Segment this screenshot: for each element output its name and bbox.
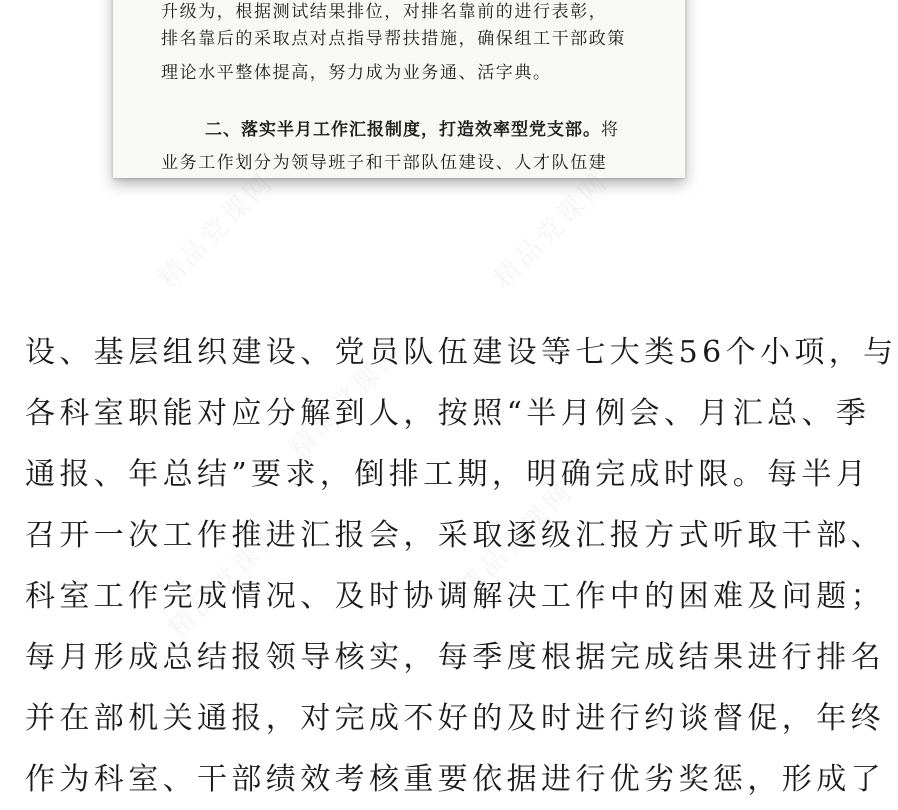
- body-text-line: 每月形成总结报领导核实，每季度根据完成结果进行排名: [25, 640, 885, 675]
- body-text-line: 作为科室、干部绩效考核重要依据进行优劣奖惩，形成了: [25, 762, 885, 797]
- watermark: 精品党课网: [283, 336, 411, 464]
- watermark: 精品党课网: [488, 166, 616, 294]
- document-body: [25, 322, 898, 810]
- scanned-page-excerpt: [113, 0, 685, 178]
- body-text-line: 各科室职能对应分解到人，按照“半月例会、月汇总、季: [25, 396, 871, 431]
- scan-text-line: 排名靠后的采取点对点指导帮扶措施，确保组工干部政策: [161, 29, 626, 49]
- scan-text-line: 升级为，根据测试结果排位，对排名靠前的进行表彰，: [161, 2, 608, 22]
- scan-heading-continuation: 将: [601, 120, 620, 140]
- watermark: 精品党课网: [453, 476, 581, 604]
- body-text-line: 通报、年总结”要求，倒排工期，明确完成时限。每半月: [25, 457, 871, 492]
- watermark: 精品党课网: [153, 166, 281, 294]
- body-text-line: 科室工作完成情况、及时协调解决工作中的困难及问题；: [25, 579, 885, 614]
- scan-section-heading: 二、落实半月工作汇报制度，打造效率型党支部。: [205, 120, 601, 140]
- watermark: 精品党课网: [163, 516, 291, 644]
- scan-text-line: 业务工作划分为领导班子和干部队伍建设、人才队伍建: [161, 153, 608, 173]
- body-text-line: 召开一次工作推进汇报会，采取逐级汇报方式听取干部、: [25, 518, 885, 553]
- scan-section-heading-line: [205, 115, 620, 140]
- body-text-line: 设、基层组织建设、党员队伍建设等七大类56个小项，与: [25, 335, 898, 370]
- scan-text-line: 理论水平整体提高，努力成为业务通、活字典。: [161, 63, 552, 83]
- body-text-line: 并在部机关通报，对完成不好的及时进行约谈督促，年终: [25, 701, 885, 736]
